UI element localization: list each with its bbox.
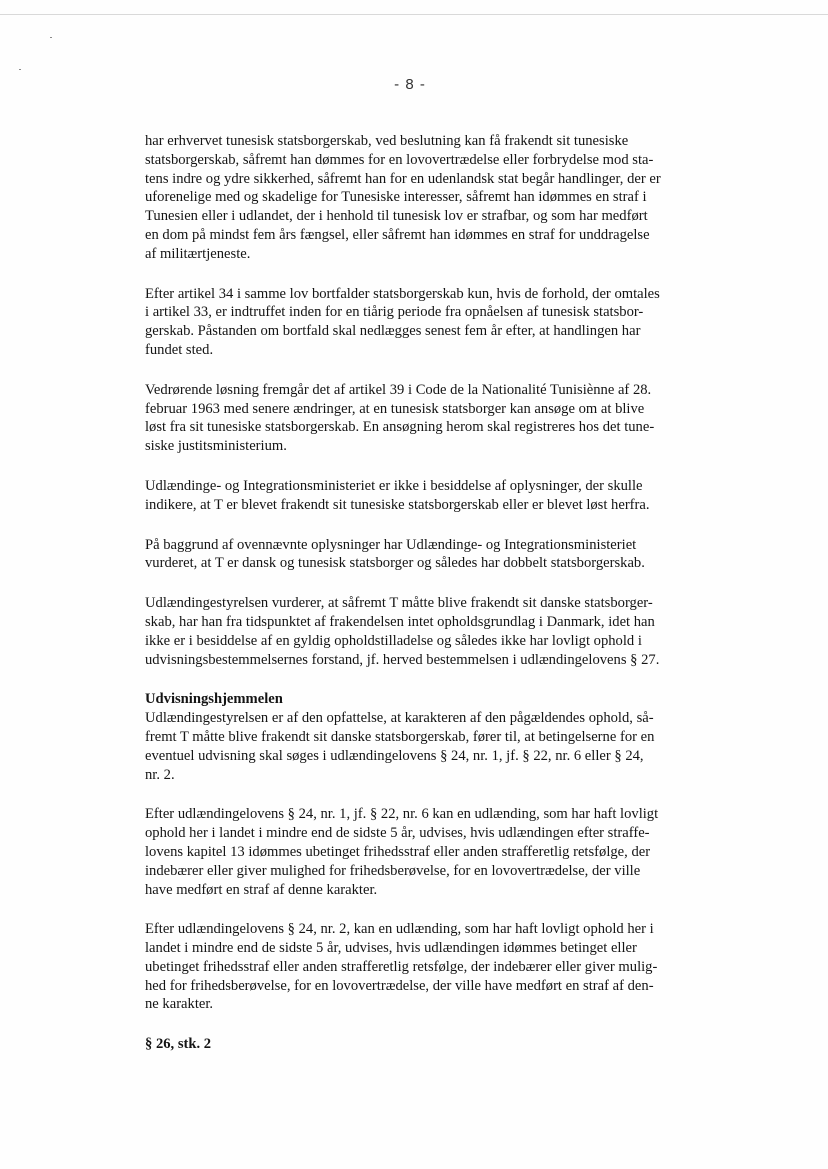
text-line: en dom på mindst fem års fængsel, eller såfremt han idømmes en straf for unddragelse <box>145 226 650 243</box>
text-line: Udlændingestyrelsen er af den opfattelse, at karakteren af den pågældendes ophold, så- <box>145 710 654 727</box>
text-line: fundet sted. <box>145 341 214 358</box>
scan-speck <box>50 37 52 38</box>
section-heading: § 26, stk. 2 <box>145 1036 212 1053</box>
text-line: Efter artikel 34 i samme lov bortfalder statsborgerskab kun, hvis de forhold, der omtales <box>145 285 660 302</box>
document-body <box>145 132 717 1054</box>
text-line: nr. 2. <box>145 766 175 783</box>
text-line: indikere, at T er blevet frakendt sit tunesiske statsborgerskab eller er blevet løst herfra. <box>145 496 650 513</box>
text-line: siske justitsministerium. <box>145 438 287 455</box>
paragraph <box>145 805 717 899</box>
text-line: have medført en straf af denne karakter. <box>145 881 378 898</box>
text-line: statsborgerskab, såfremt han dømmes for en lovovertrædelse eller forbrydelse mod sta- <box>145 151 654 168</box>
text-line: har erhvervet tunesisk statsborgerskab, ved beslutning kan få frakendt sit tunesiske <box>145 133 629 149</box>
text-line: tens indre og ydre sikkerhed, såfremt han for en udenlandsk stat begår handlinger, der er <box>145 170 661 187</box>
paragraph <box>145 477 717 515</box>
paragraph <box>145 285 717 360</box>
text-line: Udlændingestyrelsen vurderer, at såfremt T måtte blive frakendt sit danske statsborger- <box>145 595 653 612</box>
text-line: af militærtjeneste. <box>145 245 251 262</box>
text-line: ubetinget frihedsstraf eller anden strafferetlig retsfølge, der indebærer eller giver mulig- <box>145 958 658 975</box>
text-line: februar 1963 med senere ændringer, at en tunesisk statsborger kan ansøge om at blive <box>145 400 645 417</box>
text-line: vurderet, at T er dansk og tunesisk statsborger og således har dobbelt statsborgerskab. <box>145 555 645 572</box>
scan-speck <box>19 69 21 70</box>
scan-edge-line <box>0 14 828 15</box>
text-line: Efter udlændingelovens § 24, nr. 1, jf. § 22, nr. 6 kan en udlænding, som har haft lovligt <box>145 806 659 823</box>
text-line: hed for frihedsberøvelse, for en lovovertrædelse, der ville have medført en straf af den- <box>145 977 654 994</box>
text-line: gerskab. Påstanden om bortfald skal nedlægges senest fem år efter, at handlingen har <box>145 323 641 340</box>
text-line: ophold her i landet i mindre end de sidste 5 år, udvises, hvis udlændingen efter straffe- <box>145 825 650 842</box>
text-line: ikke er i besiddelse af en gyldig opholdstilladelse og således ikke har lovligt ophold i <box>145 632 642 649</box>
paragraph <box>145 132 717 264</box>
paragraph <box>145 690 717 784</box>
paragraph <box>145 920 717 1014</box>
page-number: - 8 - <box>394 76 426 93</box>
text-line: udvisningsbestemmelsernes forstand, jf. herved bestemmelsen i udlændingelovens § 27. <box>145 651 660 668</box>
text-line: i artikel 33, er indtruffet inden for en tiårig periode fra opnåelsen af tunesisk statsbor- <box>145 304 644 321</box>
text-line: løst fra sit tunesiske statsborgerskab. En ansøgning herom skal registreres hos det tune- <box>145 419 655 436</box>
paragraph <box>145 381 717 456</box>
paragraph <box>145 594 717 669</box>
text-line: indebærer eller giver mulighed for frihedsberøvelse, for en lovovertrædelse, der ville <box>145 862 641 879</box>
text-line: eventuel udvisning skal søges i udlændingelovens § 24, nr. 1, jf. § 22, nr. 6 eller § 24, <box>145 747 644 764</box>
text-line: uforenelige med og skadelige for Tunesiske interesser, såfremt han idømmes en straf i <box>145 189 647 206</box>
text-line: skab, har han fra tidspunktet af frakendelsen intet opholdsgrundlag i Danmark, idet han <box>145 613 655 630</box>
text-line: På baggrund af ovennævnte oplysninger har Udlændinge- og Integrationsministeriet <box>145 536 637 553</box>
text-line: ne karakter. <box>145 996 214 1013</box>
text-line: fremt T måtte blive frakendt sit danske statsborgerskab, fører til, at betingelserne for en <box>145 728 655 745</box>
paragraph <box>145 536 717 574</box>
text-line: Efter udlændingelovens § 24, nr. 2, kan en udlænding, som har haft lovligt ophold her i <box>145 921 654 938</box>
text-line: lovens kapitel 13 idømmes ubetinget frihedsstraf eller anden strafferetlig retsfølge, der <box>145 843 651 860</box>
text-line: Udlændinge- og Integrationsministeriet er ikke i besiddelse af oplysninger, der skulle <box>145 477 643 494</box>
subheading: Udvisningshjemmelen <box>145 691 283 708</box>
text-line: Vedrørende løsning fremgår det af artikel 39 i Code de la Nationalité Tunisiènne af 28. <box>145 381 652 398</box>
text-line: Tunesien eller i udlandet, der i henhold til tunesisk lov er strafbar, og som har medført <box>145 208 648 225</box>
text-line: landet i mindre end de sidste 5 år, udvises, hvis udlændingen idømmes betinget eller <box>145 940 637 957</box>
